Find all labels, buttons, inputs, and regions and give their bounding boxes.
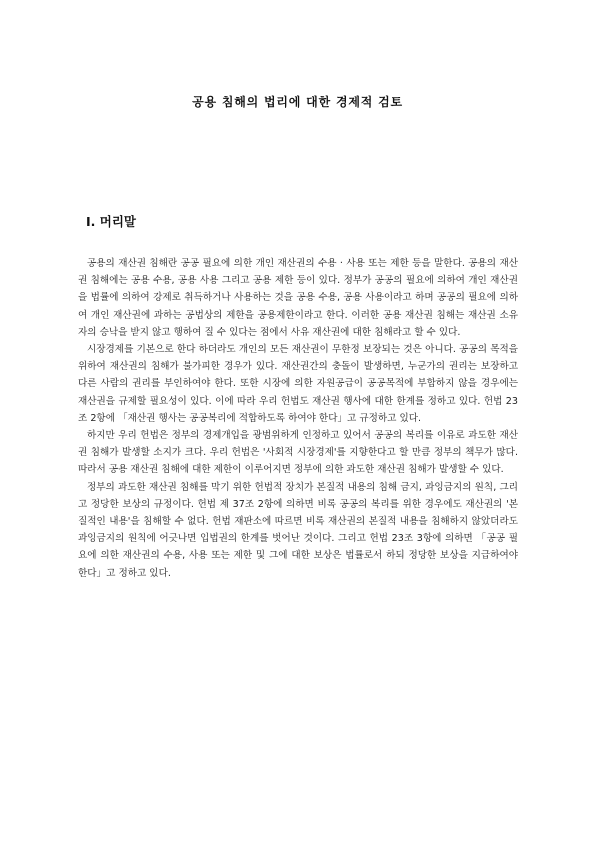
document-title: 공용 침해의 법리에 대한 경제적 검토 (192, 95, 403, 109)
section-heading: Ⅰ. 머리말 (86, 214, 136, 229)
paragraph-1: 공용의 재산권 침해란 공공 필요에 의한 개인 재산권의 수용 · 사용 또는 제한 등을 말한다. 공용의 재산권 침해에는 공용 수용, 공용 사용 그리고 공용 제한 등이 있다. 정부가 공공의 필요에 의하여 개인 재산권을 법률에 의하여 강제로 취득하거나 사용하는 것을 공용 수용, 공용 사용이라고 하며 공공의 필요에 의하여 개인 재산권에 과하는 공법상의 제한을 공용제한이라고 한다. 이러한 공용 재산권 침해는 재산권 소유자의 승낙을 받지 않고 행하여 질 수 있다는 점에서 사유 재산권에 대한 침해라고 할 수 있다. (78, 258, 518, 338)
paragraph-3: 하지만 우리 헌법은 정부의 경제개입을 광범위하게 인정하고 있어서 공공의 복리를 이유로 과도한 재산권 침해가 발생할 소지가 크다. 우리 헌법은 '사회적 시장경제'를 지향한다고 할 만큼 정부의 책무가 많다. 따라서 공용 재산권 침해에 대한 제한이 이루어지면 정부에 의한 과도한 재산권 침해가 발생할 수 있다. (78, 430, 518, 476)
paragraph-2: 시장경제를 기본으로 한다 하더라도 개인의 모든 재산권이 무한정 보장되는 것은 아니다. 공공의 목적을 위하여 재산권의 침해가 불가피한 경우가 있다. 재산권간의 충돌이 발생하면, 누군가의 권리는 보장하고 다른 사람의 권리를 부인하여야 한다. 또한 시장에 의한 자원공급이 공공목적에 부합하지 않을 경우에는 재산권을 규제할 필요성이 있다. 이에 따라 우리 헌법도 재산권 행사에 대한 한계를 정하고 있다. 헌법 23조 2항에 「재산권 행사는 공공복리에 적합하도록 하여야 한다」고 규정하고 있다. (78, 344, 518, 424)
paragraph-4: 정부의 과도한 재산권 침해를 막기 위한 헌법적 장치가 본질적 내용의 침해 금지, 과잉금지의 원칙, 그리고 정당한 보상의 규정이다. 헌법 제 37조 2항에 의하면 비록 공공의 복리를 위한 경우에도 재산권의 '본질적인 내용'을 침해할 수 없다. 헌법 재판소에 따르면 비록 재산권의 본질적 내용을 침해하지 않았더라도 과잉금지의 원칙에 어긋나면 입법권의 한계를 벗어난 것이다. 그리고 헌법 23조 3항에 의하면 「공공 필요에 의한 재산권의 수용, 사용 또는 제한 및 그에 대한 보상은 법률로서 하되 정당한 보상을 지급하여야 한다」고 정하고 있다. (78, 481, 518, 579)
body-text (78, 255, 518, 582)
